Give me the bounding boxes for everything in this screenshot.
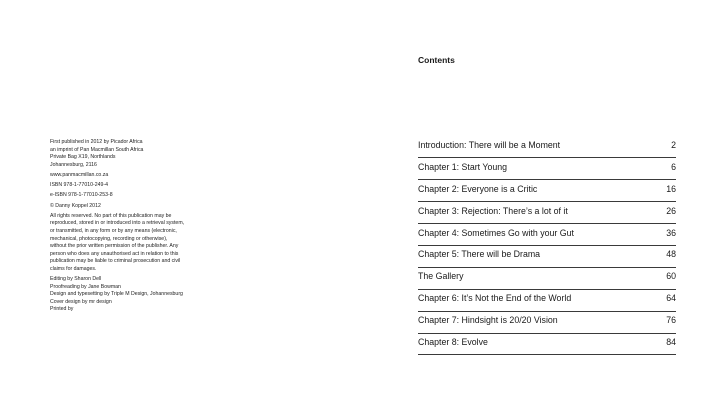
toc-entry-title: Chapter 7: Hindsight is 20/20 Vision (418, 315, 558, 326)
imprint-line: Private Bag X19, Northlands (50, 154, 116, 161)
toc-entry[interactable] (418, 246, 676, 267)
imprint-line: First published in 2012 by Picador Africa (50, 139, 143, 145)
toc-entry-page-number: 6 (671, 161, 676, 172)
imprint-line: an imprint of Pan Macmillan South Africa (50, 146, 144, 153)
imprint-line: Printed by (50, 306, 74, 313)
toc-entry[interactable] (418, 290, 676, 311)
toc-entry-title: Chapter 5: There will be Drama (418, 249, 541, 260)
toc-entry[interactable] (418, 225, 676, 246)
toc-entry[interactable] (418, 159, 676, 180)
toc-entry-page-number: 36 (666, 227, 676, 238)
imprint-line: Proofreading by Jane Bowman (50, 283, 121, 290)
imprint-line: All rights reserved. No part of this publication may be (50, 212, 172, 219)
toc-entry-title: Chapter 6: It’s Not the End of the World (418, 293, 572, 304)
imprint-line: Cover design by mr design (50, 298, 112, 305)
imprint-line: or transmitted, in any form or by any means (electronic, (50, 227, 177, 234)
toc-entry[interactable] (418, 312, 676, 333)
toc-entry[interactable] (418, 137, 676, 158)
copyright-imprint (50, 139, 225, 317)
toc-entry-page-number: 60 (666, 271, 676, 282)
imprint-line: Johannesburg, 2116 (50, 161, 97, 168)
toc-entry-title: Introduction: There will be a Moment (418, 140, 561, 150)
toc-entry-page-number: 2 (671, 140, 676, 150)
table-of-contents (418, 137, 676, 356)
imprint-block (50, 139, 225, 169)
toc-entry-page-number: 48 (666, 249, 676, 260)
toc-entry-page-number: 16 (666, 183, 676, 194)
contents-heading: Contents (418, 55, 455, 65)
toc-entry[interactable] (418, 203, 676, 224)
toc-entry-title: Chapter 3: Rejection: There’s a lot of it (418, 205, 568, 216)
toc-entry-title: Chapter 8: Evolve (418, 337, 488, 348)
imprint-block (50, 213, 225, 274)
imprint-line: www.panmacmillan.co.za (50, 171, 109, 178)
toc-entry-title: Chapter 2: Everyone is a Critic (418, 183, 538, 194)
toc-entry-page-number: 26 (666, 205, 676, 216)
imprint-block (50, 276, 225, 314)
toc-entry-title: The Gallery (418, 271, 464, 282)
imprint-line: mechanical, photocopying, recording or otherwise), (50, 235, 168, 242)
toc-entry-title: Chapter 1: Start Young (418, 161, 508, 172)
toc-entry[interactable] (418, 334, 676, 355)
imprint-block (50, 172, 225, 180)
toc-entry-page-number: 76 (666, 315, 676, 326)
imprint-line: Design and typesetting by Triple M Design, Johannesburg (50, 291, 183, 298)
imprint-block (50, 203, 225, 211)
imprint-line: e-ISBN 978-1-77010-253-8 (50, 192, 113, 199)
imprint-line: reproduced, stored in or introduced into a retrieval system, (50, 220, 185, 227)
imprint-line: © Danny Koppel 2012 (50, 202, 101, 209)
toc-entry[interactable] (418, 181, 676, 202)
imprint-line: claims for damages. (50, 265, 97, 272)
imprint-block (50, 192, 225, 200)
toc-entry-title: Chapter 4: Sometimes Go with your Gut (418, 227, 574, 238)
imprint-line: publication may be liable to criminal prosecution and civil (50, 258, 181, 265)
imprint-line: Editing by Sharon Dell (50, 276, 102, 283)
toc-entry-page-number: 64 (666, 293, 676, 304)
imprint-block (50, 182, 225, 190)
imprint-line: without the prior written permission of the publisher. Any (50, 243, 179, 250)
toc-entry-page-number: 84 (666, 337, 676, 348)
imprint-line: ISBN 978-1-77010-249-4 (50, 182, 108, 189)
toc-entry[interactable] (418, 268, 676, 289)
imprint-line: person who does any unauthorised act in relation to this (50, 250, 179, 257)
